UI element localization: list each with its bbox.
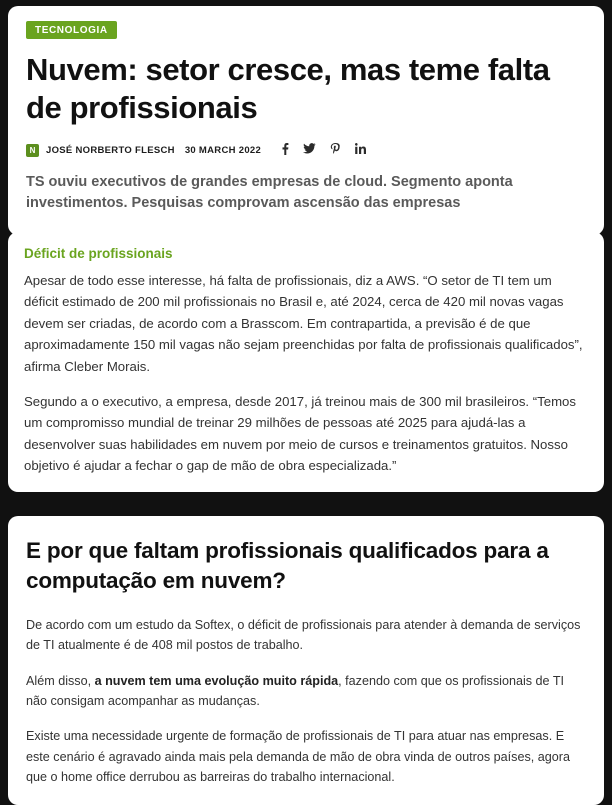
- why-paragraph-2-lead: Além disso,: [26, 673, 95, 688]
- article-header-card: [8, 6, 604, 235]
- page-title: Nuvem: setor cresce, mas teme falta de profissionais: [26, 52, 550, 125]
- why-section-card: [8, 516, 604, 805]
- deficit-paragraph-2: Segundo a o executivo, a empresa, desde 2017, já treinou mais de 300 mil brasileiros. “Temos um compromisso mundial de treinar 29 milhões de pessoas até 2025 para ajudá-las a desenvolver suas habilidades em nuvem por meio de cursos e treinamentos gratuitos. Nosso objetivo é ajudar a fechar o gap de mão de obra especializada.”: [24, 393, 576, 473]
- pinterest-icon[interactable]: [330, 143, 341, 158]
- linkedin-icon[interactable]: [355, 143, 366, 157]
- deficit-paragraph-1: Apesar de todo esse interesse, há falta de profissionais, diz a AWS. “O setor de TI tem um déficit estimado de 200 mil profissionais no Brasil e, até 2024, cerca de 420 mil novas vagas devem ser criadas, de acordo com a Brasscom. Em contrapartida, a previsão é de que aproximadamente 150 mil vagas não sejam preenchidas por falta de profissionais qualificados”, afirma Cleber Morais.: [24, 273, 583, 374]
- publish-date: 30 MARCH 2022: [184, 144, 262, 156]
- byline: [26, 143, 586, 158]
- article-standfirst: TS ouviu executivos de grandes empresas de cloud. Segmento aponta investimentos. Pesquisas comprovam ascensão das empresas: [26, 173, 513, 212]
- deficit-heading: Déficit de profissionais: [24, 246, 173, 261]
- social-share-row: [282, 143, 366, 158]
- why-paragraph-1: De acordo com um estudo da Softex, o déficit de profissionais para atender à demanda de serviços de TI atualmente é de 408 mil postos de trabalho.: [26, 617, 581, 653]
- why-paragraph-2-tail: , fazendo com que os profissionais de TI não consigam acompanhar as mudanças.: [26, 673, 565, 708]
- why-paragraph-2: [26, 671, 586, 712]
- why-section-title: E por que faltam profissionais qualificados para a computação em nuvem?: [26, 538, 549, 594]
- category-badge[interactable]: TECNOLOGIA: [26, 21, 117, 39]
- author-name[interactable]: JOSÉ NORBERTO FLESCH: [46, 144, 175, 156]
- avatar: N: [26, 144, 39, 157]
- why-paragraph-2-emphasis: a nuvem tem uma evolução muito rápida: [94, 673, 339, 688]
- why-paragraph-3: Existe uma necessidade urgente de formação de profissionais de TI para atuar nas empresas. E este cenário é agravado ainda mais pela demanda de mão de obra vinda de outros países, agora que o home office derrubou as barreiras do trabalho internacional.: [26, 729, 570, 785]
- deficit-section-card: [8, 232, 604, 492]
- facebook-icon[interactable]: [282, 143, 289, 158]
- twitter-icon[interactable]: [303, 143, 316, 157]
